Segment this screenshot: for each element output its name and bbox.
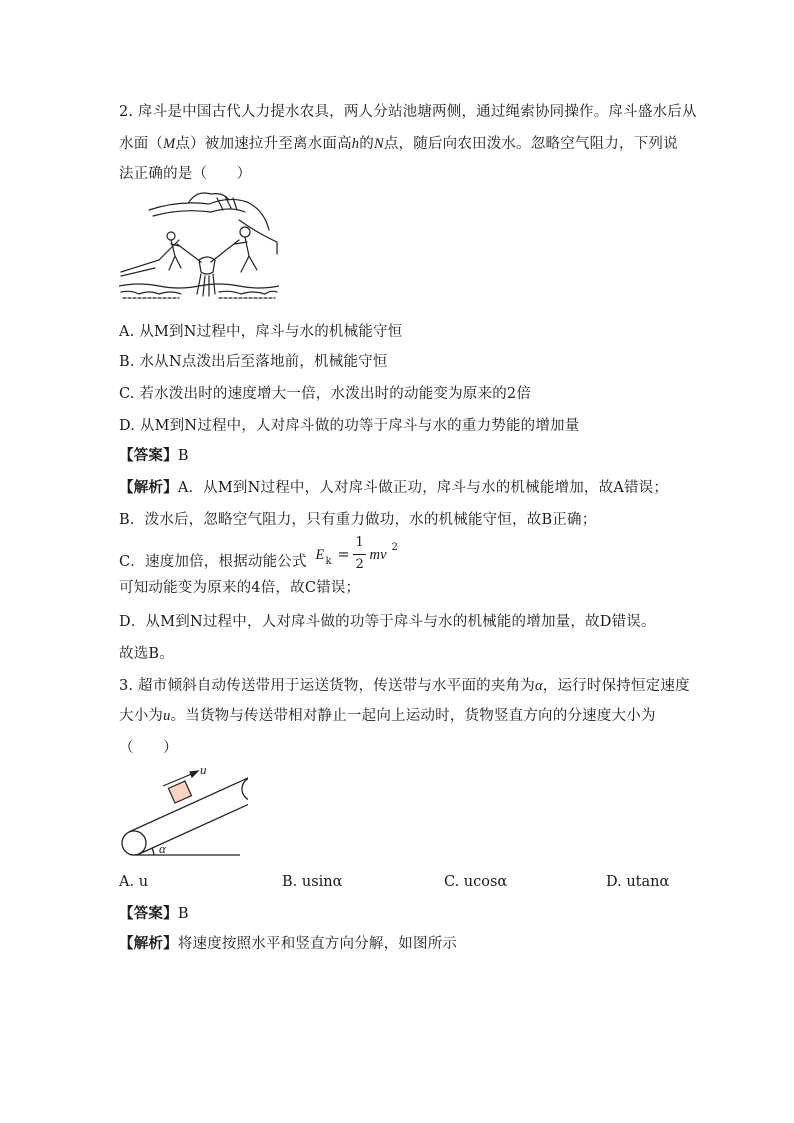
q2-analysis-line-1: 【解析】A．从M到N过程中，人对戽斗做正功，戽斗与水的机械能增加，故A错误； [119, 479, 669, 496]
velocity-label: u [200, 762, 207, 777]
q2-analysis-line-4: 可知动能变为原来的4倍，故C错误； [119, 580, 361, 596]
q3-choice-a: A. u [119, 874, 149, 890]
q3-answer [119, 904, 189, 924]
q2-analysis-line-6: 故选B。 [119, 646, 174, 662]
q2-stem-line-1: 2. 戽斗是中国古代人力提水农具，两人分站池塘两侧，通过绳索协同操作。戽斗盛水后从 [119, 104, 697, 120]
q3-stem-line-2: 大小为u。当货物与传送带相对静止一起向上运动时，货物竖直方向的分速度大小为 [119, 708, 656, 724]
q3-choice-b: B. usinα [282, 874, 343, 890]
q2-analysis-line-2: B．泼水后，忽略空气阻力，只有重力做功，水的机械能守恒，故B正确； [119, 512, 597, 528]
q2-stem-line-3: 法正确的是（ ） [119, 166, 252, 182]
q2-option-b: B. 水从N点泼出后至落地前，机械能守恒 [119, 354, 388, 370]
kinetic-energy-formula: E k = 1 2 mv 2 [315, 535, 399, 572]
answer-tag: 【答案】 [119, 905, 178, 922]
answer-value: B [177, 906, 189, 922]
q2-option-d: D. 从M到N过程中，人对戽斗做的功等于戽斗与水的重力势能的增加量 [119, 418, 580, 434]
answer-tag: 【答案】 [119, 447, 178, 464]
q2-stem-line-2: 水面（M点）被加速拉升至离水面高h的N点，随后向农田泼水。忽略空气阻力，下列说 [119, 136, 678, 152]
angle-label: α [159, 841, 166, 856]
q3-stem-line-1: 3. 超市倾斜自动传送带用于运送货物，传送带与水平面的夹角为α，运行时保持恒定速度 [119, 678, 690, 694]
q2-option-c: C. 若水泼出时的速度增大一倍，水泼出时的动能变为原来的2倍 [119, 386, 532, 402]
q2-analysis-line-5: D．从M到N过程中，人对戽斗做的功等于戽斗与水的机械能的增加量，故D错误。 [119, 614, 656, 630]
q2-option-a: A. 从M到N过程中，戽斗与水的机械能守恒 [119, 324, 403, 340]
q3-analysis: 【解析】将速度按照水平和竖直方向分解，如图所示 [119, 935, 458, 952]
q3-choice-d: D. utanα [606, 874, 670, 890]
analysis-tag: 【解析】 [119, 479, 178, 496]
q3-stem-line-3: （ ） [119, 740, 178, 756]
answer-value: B [177, 448, 189, 464]
q2-bucket-illustration [119, 190, 279, 310]
analysis-tag: 【解析】 [119, 935, 178, 952]
q3-conveyor-figure [118, 762, 248, 860]
q2-answer [119, 446, 189, 466]
cargo-box [168, 781, 191, 803]
q3-choice-c: C. ucosα [444, 874, 508, 890]
q2-analysis-line-3: C．速度加倍，根据动能公式 E k = 1 2 mv 2 [119, 544, 408, 580]
